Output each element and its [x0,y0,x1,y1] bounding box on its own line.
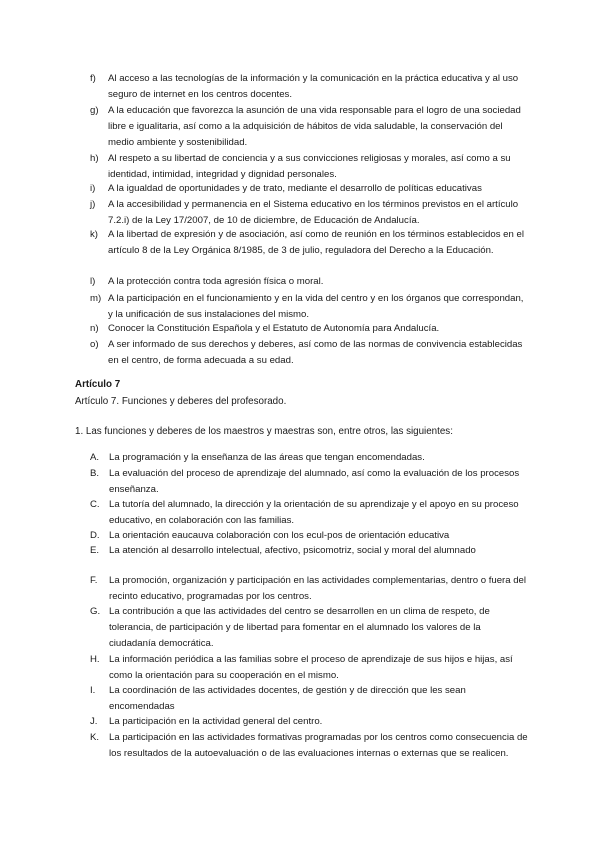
list-item [90,714,530,730]
list-marker: g) [90,105,99,116]
list-item [90,683,530,715]
list-item [90,573,530,605]
list-item [90,497,530,529]
article-intro: 1. Las funciones y deberes de los maestros y maestras son, entre otros, las siguientes: [75,426,453,437]
list-item [90,528,530,544]
list-item-text: La tutoría del alumnado, la dirección y la orientación de su aprendizaje y el apoyo en su proceso educativo, en colaboración con las familias. [109,499,519,526]
list-item-text: La participación en las actividades formativas programadas por los centros como consecuencia de los resultados de la autoevaluación o de las evaluaciones internas o externas que se realicen. [109,732,528,759]
list-item [90,227,530,259]
list-item [90,337,530,369]
list-item-text: La orientación eaucauva colaboración con los ecul-pos de orientación educativa [109,530,450,541]
list-marker: F. [90,575,98,586]
list-marker: J. [90,716,98,727]
list-marker: l) [90,276,96,287]
list-marker: C. [90,499,100,510]
list-marker: D. [90,530,100,541]
article-subtitle: Artículo 7. Funciones y deberes del profesorado. [75,396,287,407]
list-item-text: Al respeto a su libertad de conciencia y a sus convicciones religiosas y morales, así como a su identidad, intimidad, integridad y dignidad personales. [108,153,511,180]
list-marker: A. [90,452,100,463]
list-item-text: A la accesibilidad y permanencia en el Sistema educativo en los términos previstos en el artículo 7.2.i) de la Ley 17/2007, de 10 de diciembre, de Educación de Andalucía. [108,199,519,226]
list-item [90,543,530,559]
list-marker: n) [90,323,99,334]
list-item [90,291,530,323]
list-item [90,450,530,466]
list-item-text: A la educación que favorezca la asunción de una vida responsable para el logro de una sociedad libre e igualitaria, así como a la adquisición de hábitos de vida saludable, la conservación del medio ambiente y sostenibilidad. [108,105,521,148]
list-marker: f) [90,73,96,84]
list-item [90,604,530,652]
list-marker: G. [90,606,101,617]
list-item [90,466,530,498]
list-marker: h) [90,153,99,164]
article-heading: Artículo 7 [75,379,121,390]
list-item-text: La atención al desarrollo intelectual, afectivo, psicomotriz, social y moral del alumnado [109,545,476,556]
list-item-text: La evaluación del proceso de aprendizaje del alumnado, así como la evaluación de los procesos enseñanza. [109,468,520,495]
list-item [90,197,530,229]
list-item-text: A ser informado de sus derechos y deberes, así como de las normas de convivencia establecidas en el centro, de forma adecuada a su edad. [108,339,523,366]
list-item-text: A la igualdad de oportunidades y de trato, mediante el desarrollo de políticas educativas [108,183,482,194]
list-marker: k) [90,229,98,240]
list-item-text: La información periódica a las familias sobre el proceso de aprendizaje de sus hijos e hijas, así como la orientación para su cooperación en el mismo. [109,654,513,681]
list-item-text: Al acceso a las tecnologías de la información y la comunicación en la práctica educativa y al uso seguro de internet en los centros docentes. [108,73,519,100]
list-marker: K. [90,732,100,743]
list-item [90,181,530,197]
list-item [90,71,530,103]
list-item-text: A la libertad de expresión y de asociación, así como de reunión en los términos establecidos en el artículo 8 de la Ley Orgánica 8/1985, de 3 de julio, reguladora del Derecho a la Educación. [108,229,524,256]
list-item-text: La programación y la enseñanza de las áreas que tengan encomendadas. [109,452,425,463]
list-marker: I. [90,685,96,696]
list-marker: B. [90,468,100,479]
list-marker: m) [90,293,102,304]
list-item [90,103,530,151]
list-marker: i) [90,183,96,194]
list-item [90,321,530,337]
list-item [90,652,530,684]
list-item-text: La contribución a que las actividades del centro se desarrollen en un clima de respeto, de tolerancia, de participación y de libertad para fomentar en el alumnado los valores de la ciudadanía democrática. [109,606,490,649]
list-marker: o) [90,339,99,350]
list-item [90,151,530,183]
list-item-text: Conocer la Constitución Española y el Estatuto de Autonomía para Andalucía. [108,323,440,334]
list-marker: E. [90,545,100,556]
list-item [90,274,530,290]
list-item-text: La coordinación de las actividades docentes, de gestión y de dirección que les sean encomendadas [109,685,466,712]
list-item-text: La promoción, organización y participación en las actividades complementarias, dentro o fuera del recinto educativo, programadas por los centros. [109,575,527,602]
list-item-text: La participación en la actividad general del centro. [109,716,323,727]
list-marker: H. [90,654,100,665]
list-item-text: A la protección contra toda agresión física o moral. [108,276,324,287]
list-item [90,730,530,762]
list-item-text: A la participación en el funcionamiento y en la vida del centro y en los órganos que correspondan, y la unificación de sus instalaciones del mismo. [108,293,524,320]
list-marker: j) [90,199,96,210]
